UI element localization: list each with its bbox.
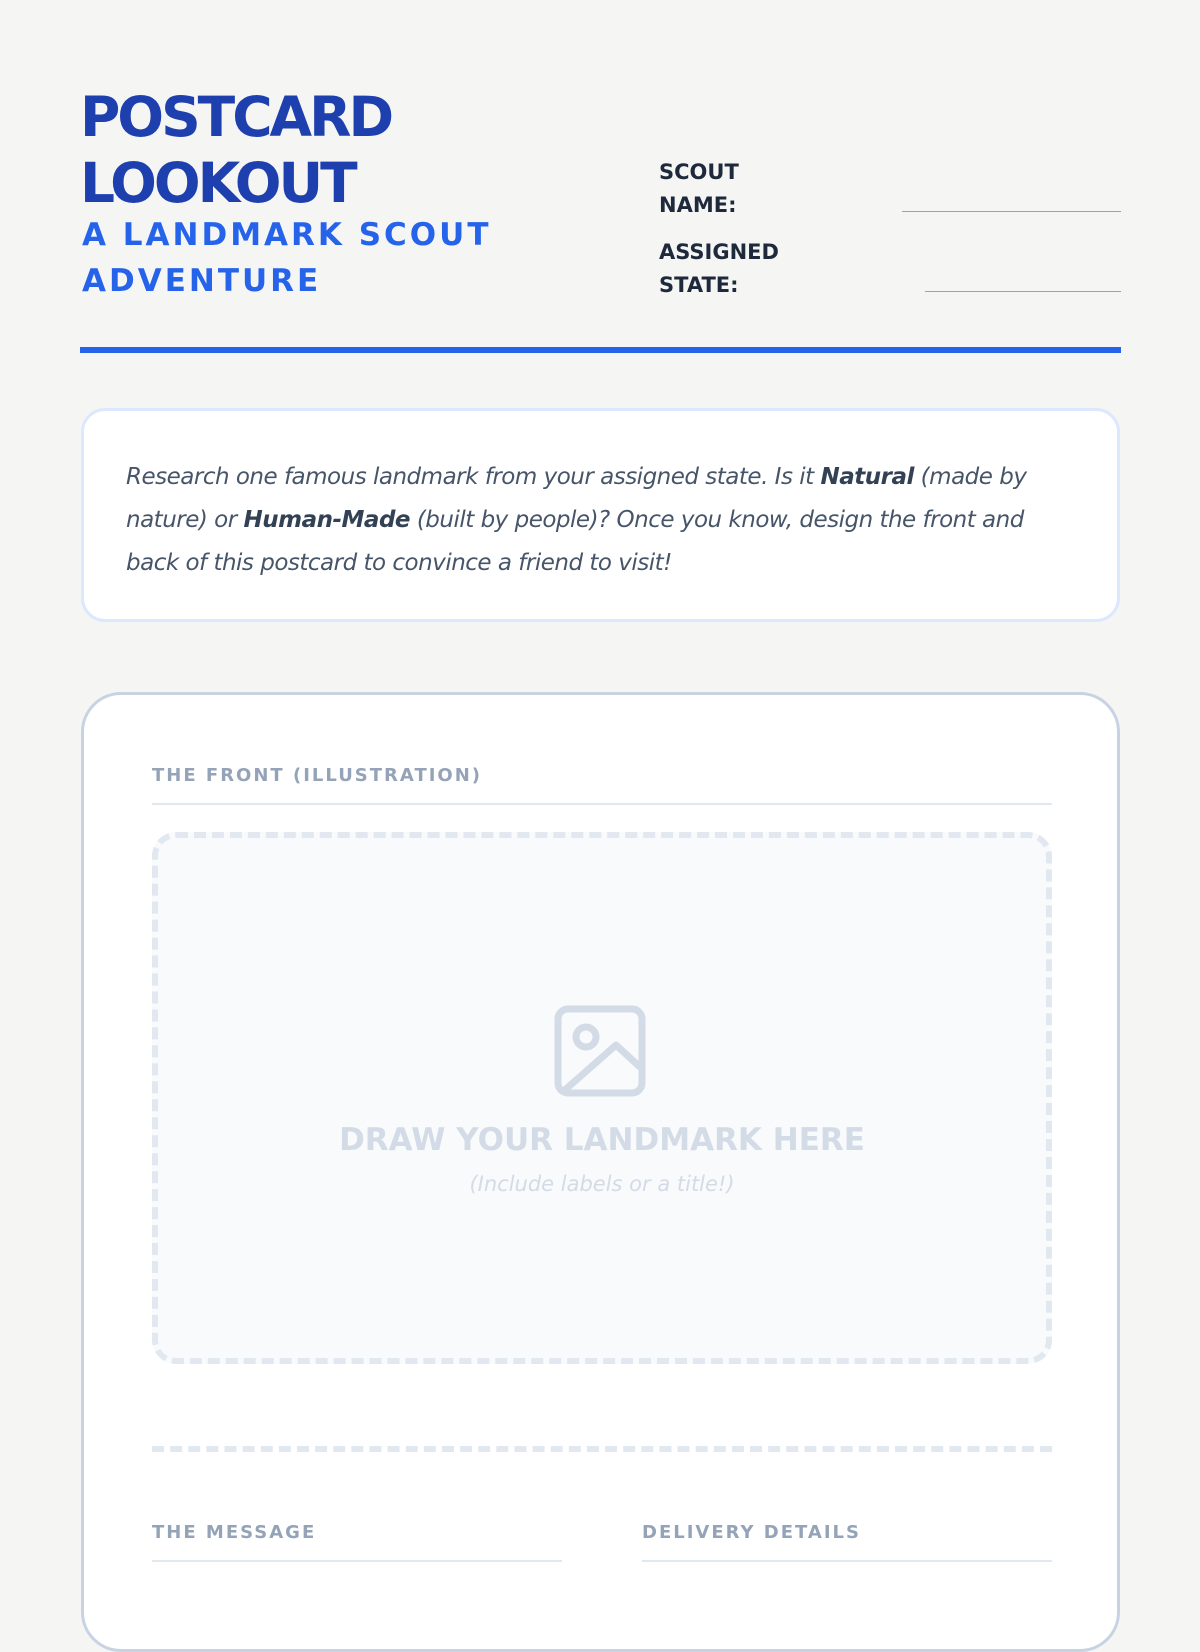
- instructions-box: [81, 408, 1120, 622]
- human-made-keyword: Human-Made: [243, 507, 411, 533]
- delivery-section-label: DELIVERY DETAILS: [642, 1522, 861, 1543]
- message-section-rule: [152, 1560, 562, 1562]
- delivery-section-rule: [642, 1560, 1052, 1562]
- page-subtitle: A LANDMARK SCOUT ADVENTURE: [82, 217, 492, 299]
- scout-name-line[interactable]: [902, 211, 1121, 212]
- instructions-text-part: (built by people)? Once you know, design the front and back of this postcard to convince a friend to visit!: [126, 507, 1024, 576]
- natural-keyword: Natural: [820, 464, 914, 490]
- assigned-state-field[interactable]: [659, 236, 1121, 304]
- scout-name-label: SCOUT NAME:: [659, 160, 739, 217]
- header-divider: [80, 347, 1121, 353]
- worksheet-header: [80, 84, 1120, 354]
- draw-area-title: DRAW YOUR LANDMARK HERE: [339, 1122, 865, 1158]
- landmark-drawing-area[interactable]: [152, 832, 1052, 1364]
- image-icon: [554, 1005, 646, 1097]
- instructions-text-part: Research one famous landmark from your assigned state. Is it: [126, 464, 821, 490]
- page-title: POSTCARD LOOKOUT: [80, 85, 392, 215]
- assigned-state-label: ASSIGNED STATE:: [659, 240, 779, 297]
- assigned-state-line[interactable]: [925, 291, 1121, 292]
- front-section-rule: [152, 803, 1052, 805]
- instructions-text: [126, 456, 1077, 585]
- scout-name-field[interactable]: [659, 156, 1121, 224]
- draw-area-subtitle: (Include labels or a title!): [469, 1172, 735, 1196]
- postcard-cut-line: [152, 1446, 1052, 1452]
- front-section-label: THE FRONT (ILLUSTRATION): [152, 765, 483, 786]
- postcard-card: [81, 692, 1120, 1652]
- message-section-label: THE MESSAGE: [152, 1522, 317, 1543]
- instructions-text-part: (made by nature) or: [126, 464, 1027, 533]
